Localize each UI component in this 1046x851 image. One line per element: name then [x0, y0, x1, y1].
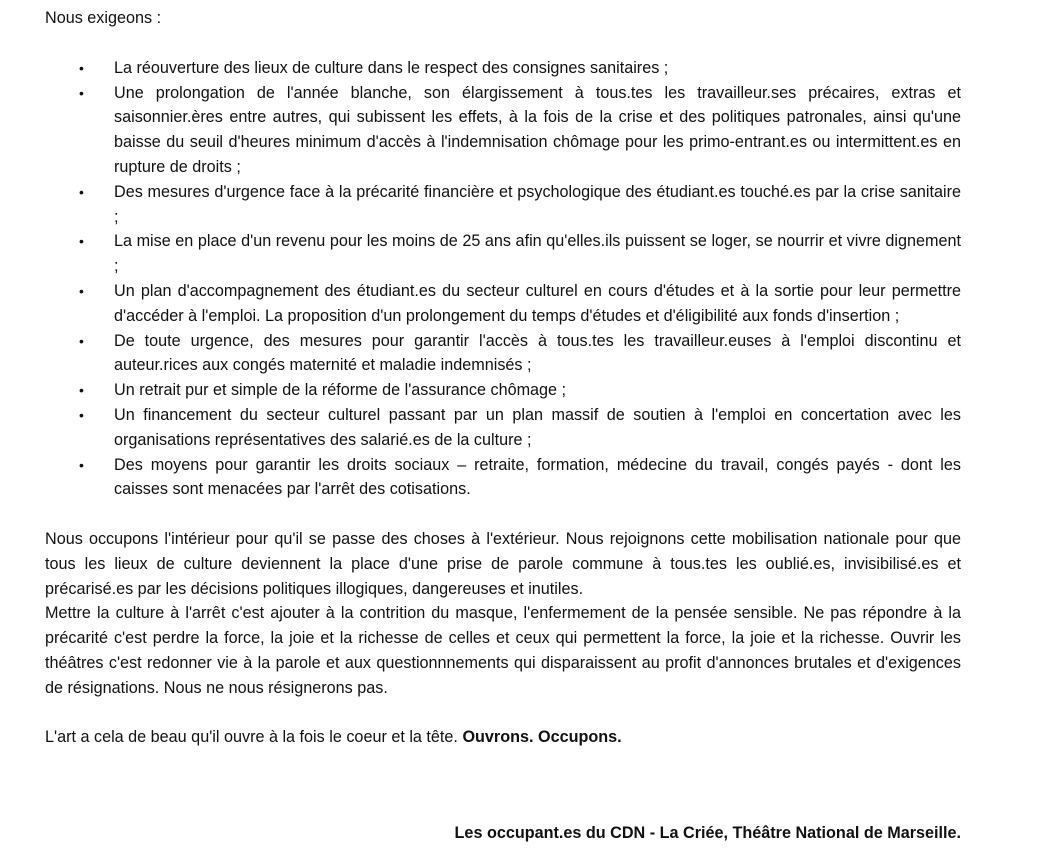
closing-bold: Ouvrons. Occupons. — [462, 728, 622, 747]
bullet-icon: • — [79, 282, 84, 299]
paragraphs — [45, 527, 961, 701]
list-item — [45, 403, 961, 453]
list-item-text: Une prolongation de l'année blanche, son élargissement à tous.tes les travailleur.ses précaires, extras et saisonnier.ères entre autres, qui subissent les effets, à la fois de la crise et des politiques patronales, ainsi qu'une baisse du seuil d'heures minimum d'accès à l'indemnisation chômage pour les primo-entrant.es ou intermittent.es en rupture de droits ; — [114, 83, 961, 176]
list-item — [45, 180, 961, 230]
list-item-text: Un retrait pur et simple de la réforme de l'assurance chômage ; — [114, 381, 567, 400]
list-item — [45, 279, 961, 329]
bullet-icon: • — [79, 406, 84, 423]
list-item-text: La mise en place d'un revenu pour les moins de 25 ans afin qu'elles.ils puissent se loger, se nourrir et vivre dignement ; — [114, 232, 961, 276]
list-item — [45, 329, 961, 379]
closing-line — [45, 725, 961, 750]
closing-text: L'art a cela de beau qu'il ouvre à la fois le coeur et la tête. — [45, 728, 458, 747]
list-item — [45, 56, 961, 81]
list-item-text: La réouverture des lieux de culture dans le respect des consignes sanitaires ; — [114, 58, 669, 77]
list-item-text: Des moyens pour garantir les droits sociaux – retraite, formation, médecine du travail, congés payés - dont les caisses sont menacées par l'arrêt des cotisations. — [114, 455, 961, 499]
document-body — [45, 6, 961, 766]
bullet-icon: • — [79, 456, 84, 473]
paragraph-occupation: Nous occupons l'intérieur pour qu'il se passe des choses à l'extérieur. Nous rejoignons cette mobilisation nationale pour que tous les lieux de culture deviennent la place d'une prise de parole commune à tous.tes les oublié.es, invisibilisé.es et précarisé.es par les décisions politiques illogiques, dangereuses et inutiles. — [45, 529, 961, 598]
signature: Les occupant.es du CDN - La Criée, Théâtre National de Marseille. — [454, 824, 961, 842]
list-item — [45, 229, 961, 279]
bullet-icon: • — [79, 183, 84, 200]
demands-list — [45, 56, 961, 502]
list-item — [45, 378, 961, 403]
list-item — [45, 81, 961, 180]
bullet-icon: • — [79, 382, 84, 399]
list-item-text: De toute urgence, des mesures pour garantir l'accès à tous.tes les travailleur.euses à l'emploi discontinu et auteur.rices aux congés maternité et maladie indemnisés ; — [114, 331, 961, 375]
list-item-text: Un financement du secteur culturel passant par un plan massif de soutien à l'emploi en concertation avec les organisations représentatives des salarié.es de la culture ; — [114, 405, 961, 449]
bullet-icon: • — [79, 84, 84, 101]
intro-text: Nous exigeons : — [45, 9, 162, 27]
list-item — [45, 453, 961, 503]
bullet-icon: • — [79, 332, 84, 349]
list-item-text: Un plan d'accompagnement des étudiant.es du secteur culturel en cours d'études et à la sortie pour leur permettre d'accéder à l'emploi. La proposition d'un prolongement du temps d'études et d'éligibilité aux fonds d'insertion ; — [114, 281, 961, 325]
list-item-text: Des mesures d'urgence face à la précarité financière et psychologique des étudiant.es touché.es par la crise sanitaire ; — [114, 182, 961, 226]
paragraph-culture: Mettre la culture à l'arrêt c'est ajouter à la contrition du masque, l'enfermement de la pensée sensible. Ne pas répondre à la précarité c'est perdre la force, la joie et la richesse de celles et ceux qui permettent la force, la joie et la richesse. Ouvrir les théâtres c'est redonner vie à la parole et aux questionnnements qui disparaissent au profit d'annonces brutales et d'exigences de résignations. Nous ne nous résignerons pas. — [45, 604, 961, 697]
bullet-icon: • — [79, 59, 84, 76]
bullet-icon: • — [79, 233, 84, 250]
